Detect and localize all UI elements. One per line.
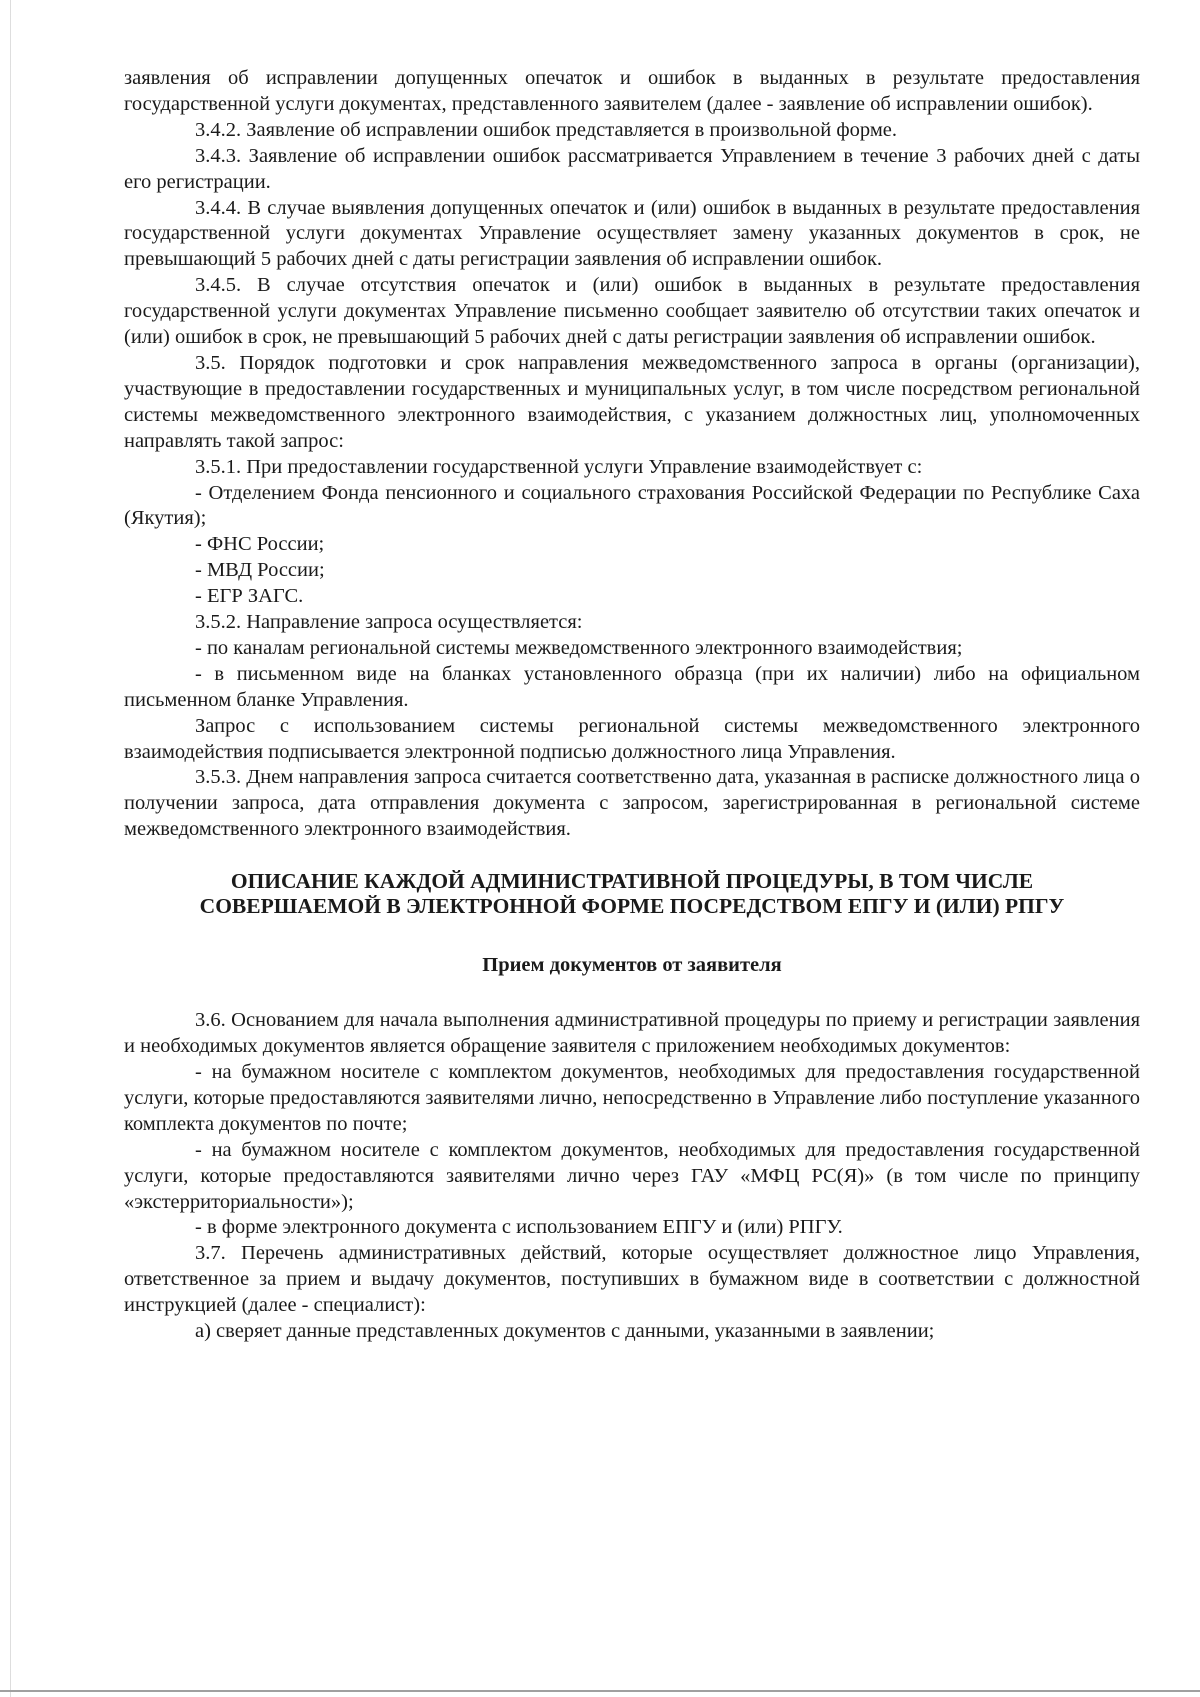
list-item-written: - в письменном виде на бланках установленного образца (при их наличии) либо на официальном письменном бланке Управления. [124,662,1140,711]
paragraph-3-5-2: 3.5.2. Направление запроса осуществляется: [195,611,583,634]
paragraph-3-5-3: 3.5.3. Днем направления запроса считается соответственно дата, указанная в расписке должностного лица о получении запроса, дата отправления документа с запросом, зарегистрированная в региональной системе межведомственного электронного взаимодействия. [124,766,1140,841]
list-item-mvd: - МВД России; [195,559,325,582]
list-item-a: а) сверяет данные представленных документов с данными, указанными в заявлении; [195,1320,935,1343]
paragraph-3-6: 3.6. Основанием для начала выполнения административной процедуры по приему и регистрации заявления и необходимых документов является обращение заявителя с приложением необходимых документов: [124,1009,1140,1058]
paragraph-3-4-2: 3.4.2. Заявление об исправлении ошибок представляется в произвольной форме. [195,118,898,141]
scan-edge [10,0,11,1697]
list-item-electronic: - в форме электронного документа с использованием ЕПГУ и (или) РПГУ. [195,1216,843,1239]
paragraph-3-4-3: 3.4.3. Заявление об исправлении ошибок рассматривается Управлением в течение 3 рабочих дней с даты его регистрации. [124,144,1140,193]
paragraph-3-4-4: 3.4.4. В случае выявления допущенных опечаток и (или) ошибок в выданных в результате предоставления государственной услуги документах Управление осуществляет замену указанных документов в срок, не превышающий 5 рабочих дней с даты регистрации заявления об исправлении ошибок. [124,196,1140,271]
list-item-paper-direct: - на бумажном носителе с комплектом документов, необходимых для предоставления государственной услуги, которые предоставляются заявителями лично, непосредственно в Управление либо поступление указанного комплекта документов по почте; [124,1061,1140,1135]
section-subheading: Прием документов от заявителя [482,954,782,977]
bottom-rule [0,1690,1200,1692]
list-item-channels: - по каналам региональной системы межведомственного электронного взаимодействия; [195,636,963,659]
paragraph-3-7: 3.7. Перечень административных действий, которые осуществляет должностное лицо Управления, ответственное за прием и выдачу документов, поступивших в бумажном виде в соответствии с должностной инструкцией (далее - специалист): [124,1242,1140,1317]
section-heading: ОПИСАНИЕ КАЖДОЙ АДМИНИСТРАТИВНОЙ ПРОЦЕДУРЫ, В ТОМ ЧИСЛЕ СОВЕРШАЕМОЙ В ЭЛЕКТРОННОЙ ФОРМЕ ПОСРЕДСТВОМ ЕПГУ И (ИЛИ) РПГУ [199,869,1065,919]
paragraph-continuation: заявления об исправлении допущенных опечаток и ошибок в выданных в результате предоставления государственной услуги документах, представленного заявителем (далее - заявление об исправлении ошибок). [124,67,1140,115]
paragraph-request-signature: Запрос с использованием системы региональной системы межведомственного электронного взаимодействия подписывается электронной подписью должностного лица Управления. [124,714,1140,763]
list-item-zags: - ЕГР ЗАГС. [195,585,304,608]
paragraph-3-5-1: 3.5.1. При предоставлении государственной услуги Управление взаимодействует с: [195,455,923,478]
paragraph-3-5: 3.5. Порядок подготовки и срок направления межведомственного запроса в органы (организации), участвующие в предоставлении государственных и муниципальных услуг, в том числе посредством региональной системы межведомственного электронного взаимодействия, с указанием должностных лиц, уполномоченных направлять такой запрос: [124,351,1140,452]
paragraph-3-4-5: 3.4.5. В случае отсутствия опечаток и (или) ошибок в выданных в результате предоставления государственной услуги документах Управление письменно сообщает заявителю об отсутствии таких опечаток и (или) ошибок в срок, не превышающий 5 рабочих дней с даты регистрации заявления об исправлении ошибок. [124,274,1140,349]
list-item-paper-mfc: - на бумажном носителе с комплектом документов, необходимых для предоставления государственной услуги, которые предоставляются заявителями лично через ГАУ «МФЦ РС(Я)» (в том числе по принципу «экстерриториальности»); [124,1138,1140,1213]
document-body [124,66,1140,1345]
list-item-fns: - ФНС России; [195,533,325,556]
list-item-fund: - Отделением Фонда пенсионного и социального страхования Российской Федерации по Республике Саха (Якутия); [124,481,1140,530]
